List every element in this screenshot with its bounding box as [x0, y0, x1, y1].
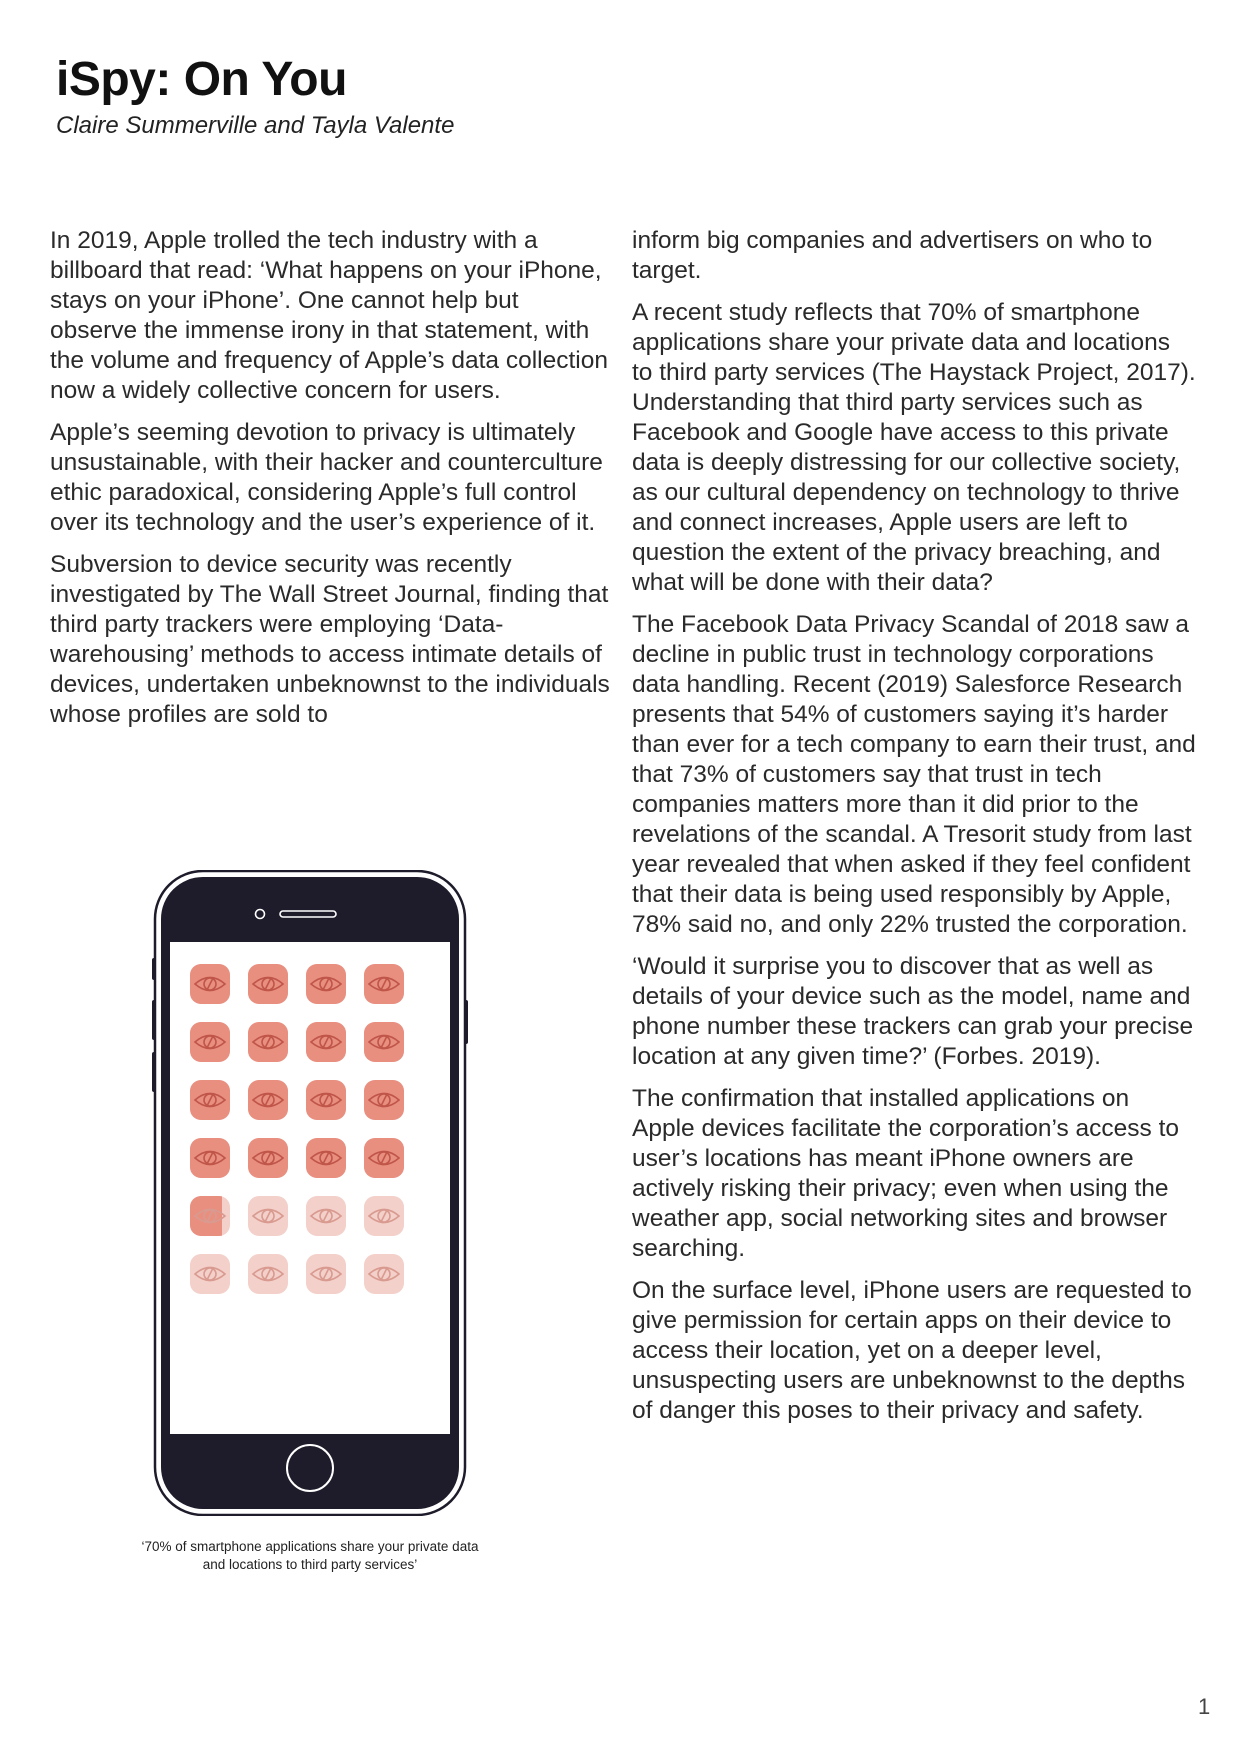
app-icon	[364, 1196, 404, 1236]
app-icon	[306, 1254, 346, 1294]
body-paragraph: The Facebook Data Privacy Scandal of 2018 saw a decline in public trust in technology corporations data handling. Recent (2019) Salesforce Research presents that 54% of customers saying it’s harder than ever for a tech company to earn their trust, and that 73% of customers say that trust in tech companies matters more than it did prior to the revelations of the scandal. A Tresorit study from last year revealed that when asked if they feel confident that their data is being used responsibly by Apple, 78% said no, and only 22% trusted the corporation.	[632, 611, 1196, 938]
app-icon	[306, 1022, 346, 1062]
app-icon	[248, 1022, 288, 1062]
right-column	[632, 226, 1197, 1438]
app-icon	[190, 1254, 230, 1294]
app-icon	[190, 1196, 230, 1236]
body-paragraph: Subversion to device security was recently investigated by The Wall Street Journal, finding that third party trackers were employing ‘Data-warehousing’ methods to access intimate details of devices, undertaken unbeknownst to the individuals whose profiles are sold to	[50, 551, 610, 728]
app-icon	[190, 1080, 230, 1120]
app-icon	[364, 1138, 404, 1178]
body-paragraph: On the surface level, iPhone users are requested to give permission for certain apps on their device to access their location, yet on a deeper level, unsuspecting users are unbeknownst to the depths of danger this poses to their privacy and safety.	[632, 1277, 1192, 1424]
app-icon	[364, 1080, 404, 1120]
author-byline: Claire Summerville and Tayla Valente	[56, 112, 455, 139]
page-number: 1	[1198, 1694, 1211, 1719]
app-icon	[364, 1254, 404, 1294]
app-icon	[190, 1138, 230, 1178]
app-icon	[364, 1022, 404, 1062]
page-title: iSpy: On You	[56, 53, 347, 106]
left-column	[50, 226, 610, 742]
app-icon	[306, 1196, 346, 1236]
app-icon	[248, 1138, 288, 1178]
app-icon	[190, 964, 230, 1004]
body-paragraph: Apple’s seeming devotion to privacy is ultimately unsustainable, with their hacker and counterculture ethic paradoxical, considering Apple’s full control over its technology and the user’s experience of it.	[50, 419, 603, 536]
app-icon	[306, 1138, 346, 1178]
phone-illustration	[152, 870, 468, 1516]
body-paragraph: A recent study reflects that 70% of smartphone applications share your private data and locations to third party services (The Haystack Project, 2017). Understanding that third party services such as Facebook and Google have access to this private data is deeply distressing for our collective society, as our cultural dependency on technology to thrive and connect increases, Apple users are left to question the extent of the privacy breaching, and what will be done with their data?	[632, 299, 1196, 596]
app-icon	[306, 1080, 346, 1120]
phone-graphic	[152, 870, 468, 1516]
body-paragraph: The confirmation that installed applications on Apple devices facilitate the corporation’s access to user’s locations has meant iPhone owners are actively risking their privacy; even when using the weather app, social networking sites and browser searching.	[632, 1085, 1180, 1262]
app-icon	[248, 964, 288, 1004]
phone-screen	[170, 942, 450, 1434]
app-icon	[248, 1254, 288, 1294]
app-icon	[364, 964, 404, 1004]
app-icon	[248, 1196, 288, 1236]
body-paragraph: In 2019, Apple trolled the tech industry with a billboard that read: ‘What happens on your iPhone, stays on your iPhone’. One cannot help but observe the immense irony in that statement, with the volume and frequency of Apple’s data collection now a widely collective concern for users.	[50, 227, 608, 404]
figure-caption: ‘70% of smartphone applications share your private data and locations to third party services’	[141, 1539, 479, 1572]
body-paragraph: inform big companies and advertisers on who to target.	[632, 227, 1153, 284]
app-icon	[190, 1022, 230, 1062]
app-icon	[248, 1080, 288, 1120]
body-paragraph: ‘Would it surprise you to discover that as well as details of your device such as the model, name and phone number these trackers can grab your precise location at any given time?’ (Forbes. 2019).	[632, 953, 1194, 1070]
app-icon	[306, 964, 346, 1004]
